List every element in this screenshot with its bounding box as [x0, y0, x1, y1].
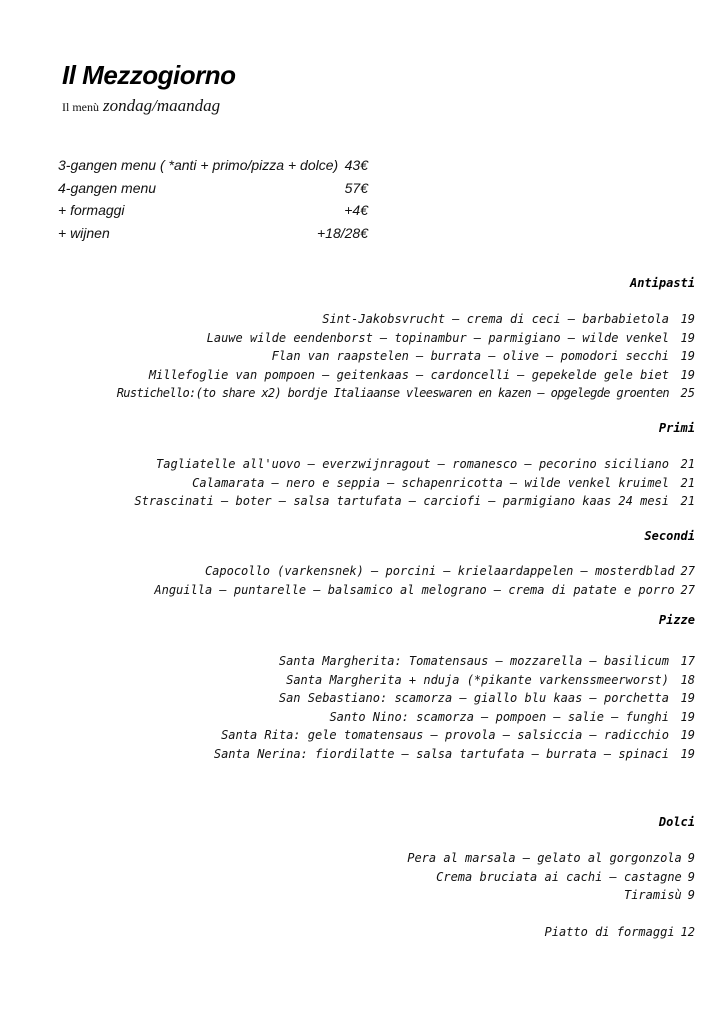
dish-name: Flan van raapstelen – burrata – olive – pomodori secchi — [271, 349, 669, 363]
menu-item — [117, 366, 695, 385]
dish-price: 19 — [680, 312, 695, 326]
section-title-antipasti: Antipasti — [629, 276, 695, 290]
secondi-list — [154, 562, 695, 599]
menu-item — [117, 347, 695, 366]
primi-list — [134, 455, 695, 511]
menu-item — [214, 708, 695, 727]
menu-item — [214, 689, 695, 708]
dish-name: Pera al marsala – gelato al gorgonzola — [407, 851, 682, 865]
pizze-list — [214, 652, 695, 763]
price-label: 3-gangen menu ( *anti + primo/pizza + dolce) — [58, 157, 339, 173]
menu-item — [407, 868, 695, 887]
menu-item — [407, 923, 695, 942]
menu-item — [134, 492, 695, 511]
menu-item — [117, 329, 695, 348]
menu-item — [134, 455, 695, 474]
dish-name: Tagliatelle all'uovo – everzwijnragout – romanesco – pecorino siciliano — [156, 457, 669, 471]
price-value: +4€ — [344, 202, 368, 218]
dish-name: Lauwe wilde eendenborst – topinambur – parmigiano – wilde venkel — [206, 330, 669, 345]
menu-subtitle — [62, 96, 220, 116]
dish-name: Sint-Jakobsvrucht – crema di ceci – barbabietola — [322, 312, 669, 326]
dish-price: 19 — [680, 709, 695, 724]
dish-price: 19 — [680, 349, 695, 363]
price-value: +18/28€ — [317, 224, 368, 241]
price-row — [58, 222, 368, 245]
dish-name: Millefoglie van pompoen – geitenkaas – cardoncelli – gepekelde gele biet — [148, 367, 669, 382]
dish-name: Santa Margherita: Tomatensaus – mozzarella – basilicum — [278, 654, 669, 668]
dish-price: 19 — [680, 691, 695, 705]
subtitle-menu-label: Il menù — [62, 100, 99, 114]
dish-name: Santa Nerina: fiordilatte – salsa tartufata – burrata – spinaci — [213, 746, 669, 761]
dish-name: Santa Margherita + nduja (*pikante varkenssmeerworst) — [286, 672, 669, 687]
dish-name: Crema bruciata ai cachi – castagne — [436, 869, 682, 884]
price-label: 4-gangen menu — [58, 179, 157, 196]
price-label: + formaggi — [58, 202, 125, 218]
dish-price: 17 — [680, 654, 695, 668]
menu-item — [407, 849, 695, 868]
dish-name: San Sebastiano: scamorza – giallo blu kaas – porchetta — [278, 691, 669, 705]
restaurant-title: Il Mezzogiorno — [62, 60, 236, 90]
dish-name: Strascinati – boter – salsa tartufata – carciofi – parmigiano kaas 24 mesi — [134, 494, 669, 508]
antipasti-list — [117, 310, 695, 403]
dish-name: Piatto di formaggi — [544, 924, 675, 939]
menu-item — [214, 652, 695, 671]
dish-price: 27 — [680, 564, 695, 578]
dish-name: Anguilla – puntarelle – balsamico al melograno – crema di patate e porro — [154, 582, 675, 597]
dish-price: 9 — [687, 851, 695, 865]
dish-name: Tiramisù — [623, 888, 682, 902]
price-row — [58, 199, 368, 222]
menu-item — [117, 384, 695, 403]
dish-price: 19 — [680, 728, 695, 742]
dish-price: 19 — [680, 367, 695, 382]
dish-price: 19 — [680, 330, 695, 345]
price-value: 57€ — [344, 179, 368, 196]
price-row — [58, 177, 368, 200]
dish-name: Santa Rita: gele tomatensaus – provola – salsiccia – radicchio — [221, 728, 669, 742]
dish-price: 27 — [680, 582, 695, 597]
menu-item — [117, 310, 695, 329]
dish-price: 9 — [687, 888, 695, 902]
menu-item — [154, 581, 695, 600]
dish-name: Rustichello:(to share x2) bordje Italiaanse vleeswaren en kazen – opgelegde groenten — [116, 386, 669, 400]
dish-price: 9 — [687, 869, 695, 884]
subtitle-days: zondag/maandag — [103, 96, 221, 115]
section-title-pizze: Pizze — [658, 613, 695, 627]
menu-item — [407, 886, 695, 905]
price-row — [58, 154, 368, 177]
menu-item — [214, 671, 695, 690]
dish-price: 21 — [680, 475, 695, 490]
menu-item — [154, 562, 695, 581]
dish-name: Santo Nino: scamorza – pompoen – salie – funghi — [329, 709, 669, 724]
price-label: + wijnen — [58, 224, 110, 241]
price-value: 43€ — [344, 157, 368, 173]
dish-name: Capocollo (varkensnek) – porcini – krielaardappelen – mosterdblad — [204, 564, 675, 578]
menu-item — [134, 474, 695, 493]
dish-price: 25 — [680, 386, 695, 400]
section-title-secondi: Secondi — [644, 529, 695, 543]
dish-price: 21 — [680, 457, 695, 471]
dish-price: 12 — [680, 924, 695, 939]
section-title-primi: Primi — [658, 421, 695, 435]
dish-price: 21 — [680, 494, 695, 508]
section-title-dolci: Dolci — [658, 815, 695, 829]
dolci-list — [407, 849, 695, 941]
dish-price: 19 — [680, 746, 695, 761]
dish-price: 18 — [680, 672, 695, 687]
dish-name: Calamarata – nero e seppia – schapenricotta – wilde venkel kruimel — [192, 475, 669, 490]
menu-item — [214, 726, 695, 745]
menu-item — [214, 745, 695, 764]
menu-prices — [58, 154, 368, 244]
